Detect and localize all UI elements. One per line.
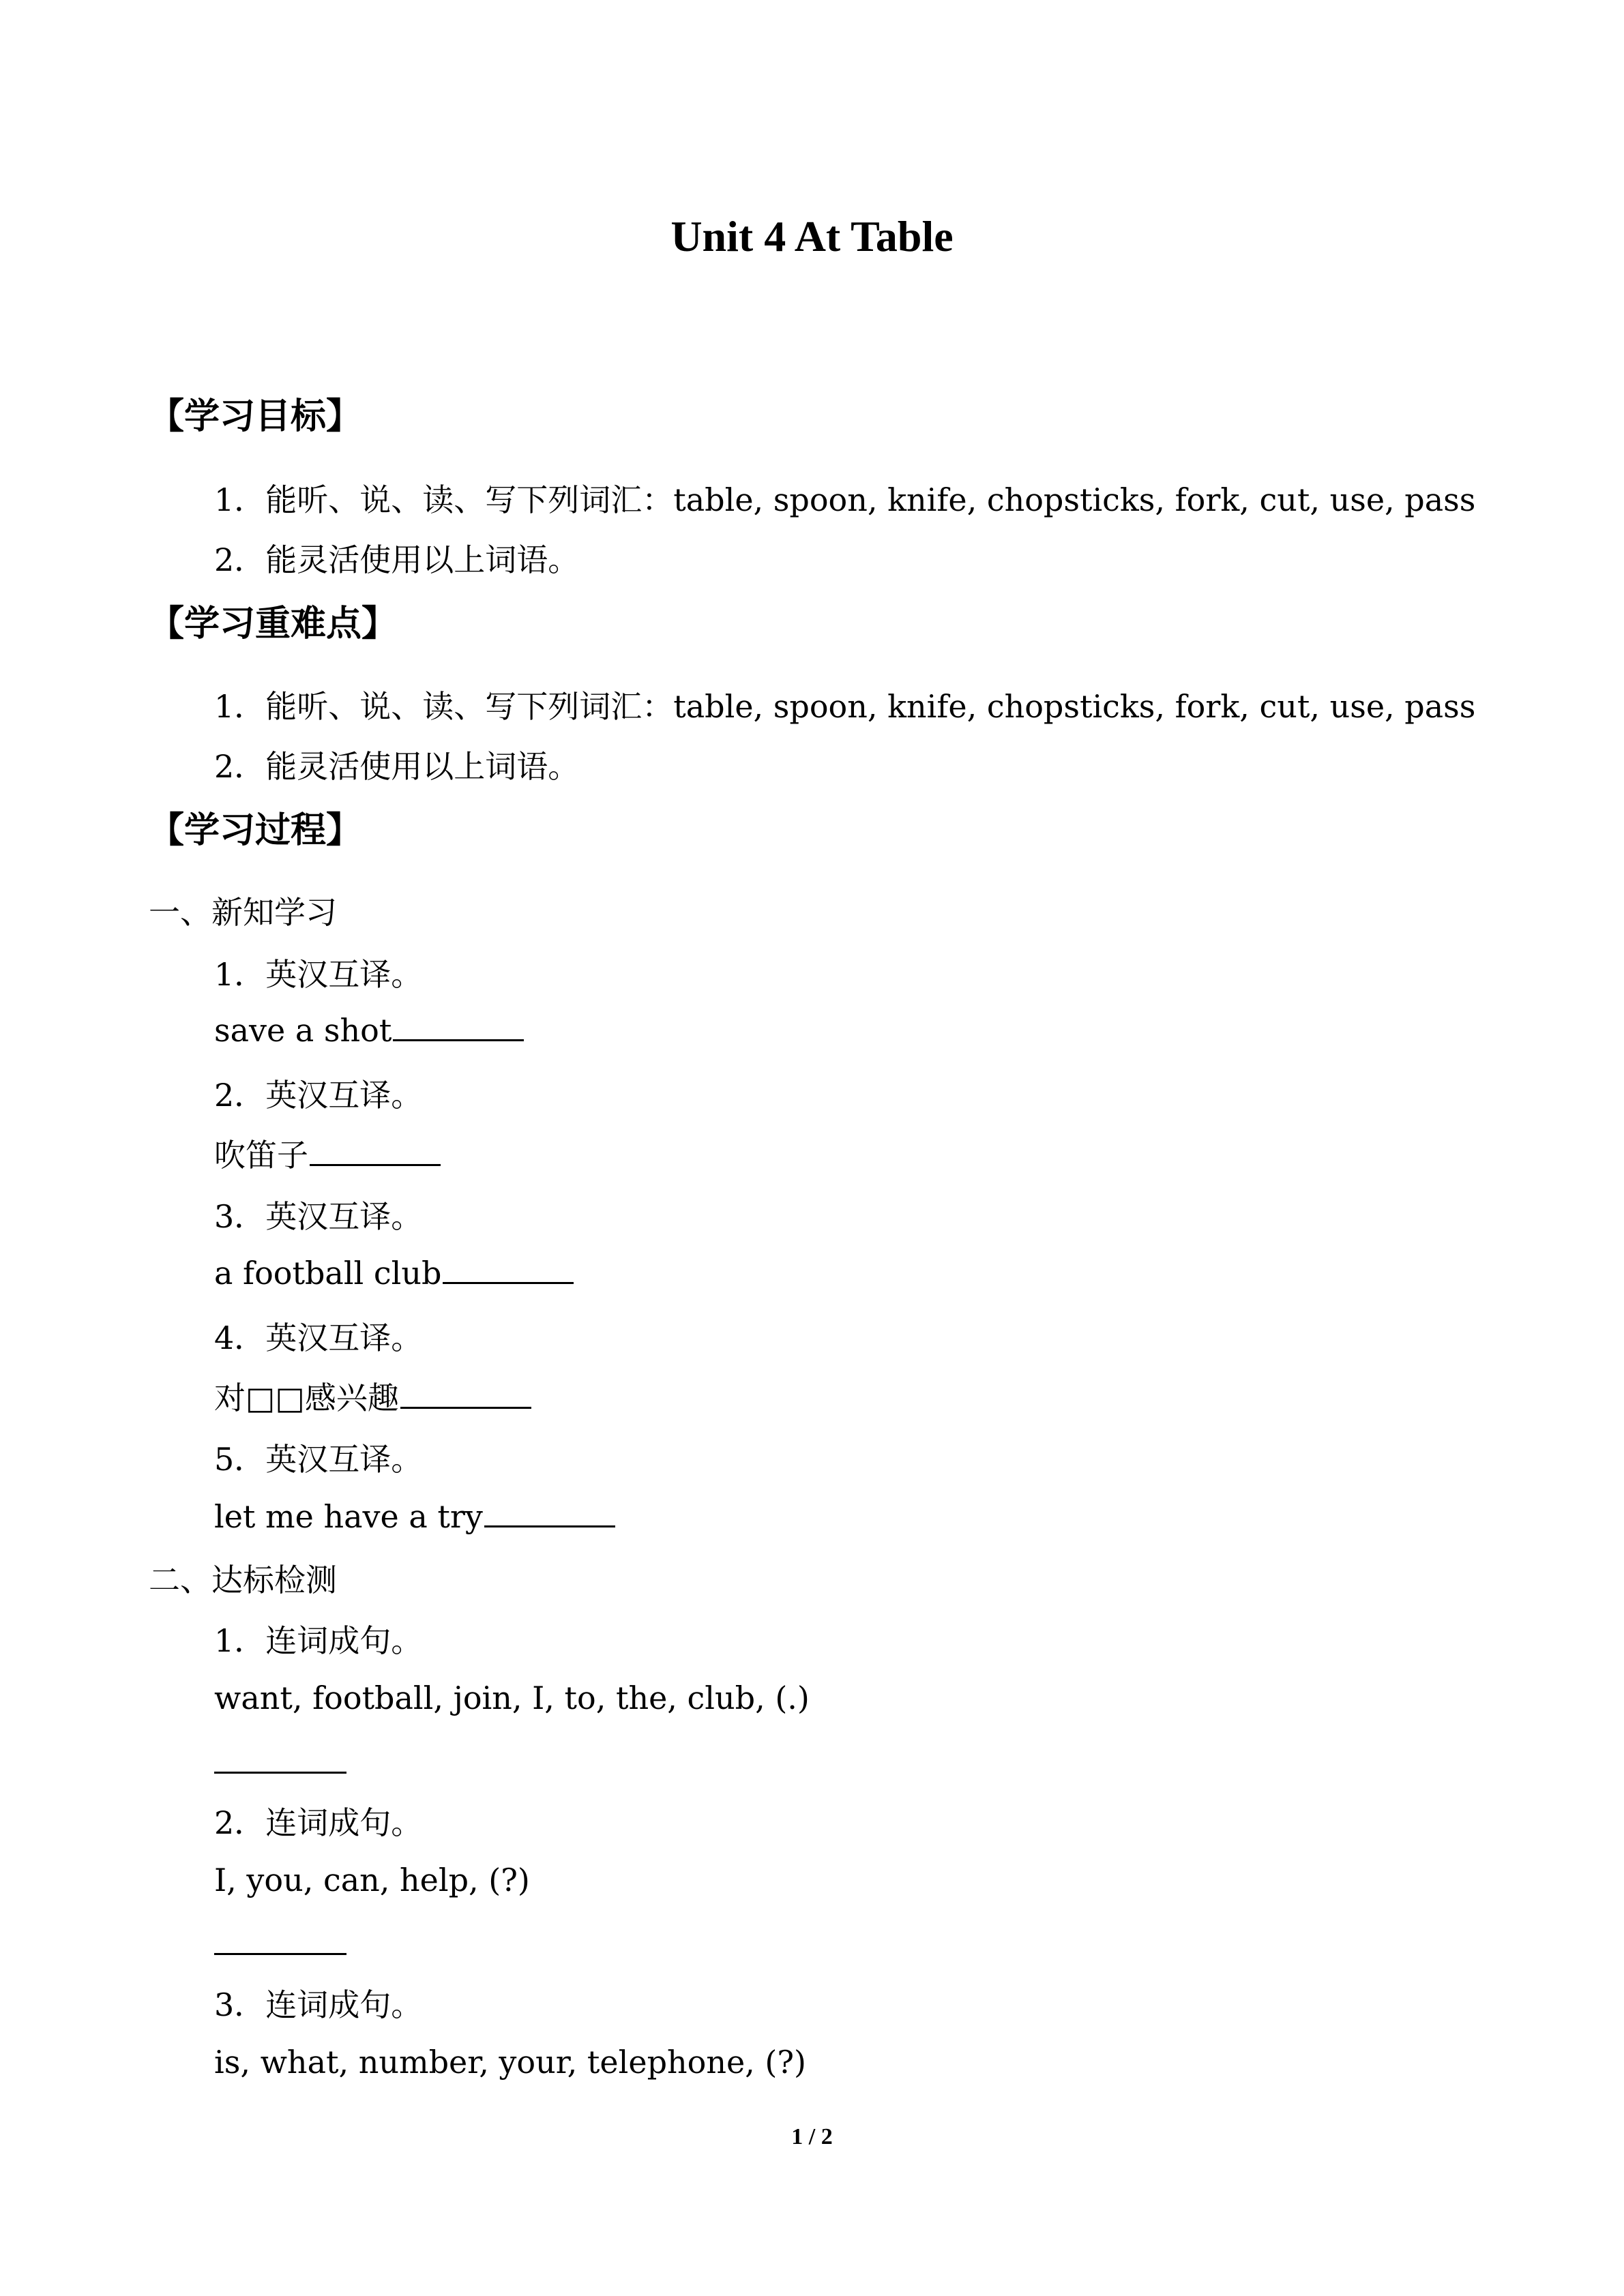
key-points-item-1: 1．能听、说、读、写下列词汇：table, spoon, knife, chopsticks, fork, cut, use, pass (214, 688, 1476, 725)
part2-q1-prompt: 1．连词成句。 (214, 1622, 423, 1659)
part2-title: 二、达标检测 (149, 1562, 337, 1598)
part1-q4-prompt: 4．英汉互译。 (214, 1320, 423, 1356)
part1-q3-text: a football club (214, 1255, 442, 1292)
section-heading-process: 【学习过程】 (149, 809, 362, 851)
part2-q3-prompt: 3．连词成句。 (214, 1986, 423, 2023)
part1-q3-line (214, 1255, 574, 1292)
answer-line (214, 1771, 346, 1774)
part1-q5-text: let me have a try (214, 1498, 483, 1535)
answer-blank (443, 1281, 574, 1284)
part1-q2-line (214, 1131, 441, 1176)
goals-item-2: 2．能灵活使用以上词语。 (214, 541, 580, 578)
answer-blank (310, 1163, 441, 1166)
part1-q4-text: 对□□感兴趣 (214, 1380, 399, 1416)
key-points-item-2: 2．能灵活使用以上词语。 (214, 748, 580, 785)
part1-q2-prompt: 2．英汉互译。 (214, 1077, 423, 1114)
part2-q1-text: want, football, join, I, to, the, club, (.) (214, 1680, 810, 1716)
answer-blank (400, 1406, 531, 1409)
part1-q5-line (214, 1498, 615, 1535)
section-heading-goals: 【学习目标】 (149, 396, 362, 437)
answer-blank (484, 1525, 615, 1527)
part1-q2-text: 吹笛子 (214, 1137, 308, 1174)
part1-q1-text: save a shot (214, 1012, 392, 1049)
section-heading-key-points: 【学习重难点】 (149, 603, 398, 644)
part1-q1-line (214, 1012, 524, 1049)
part1-q1-prompt: 1．英汉互译。 (214, 956, 423, 993)
document-title: Unit 4 At Table (670, 212, 954, 260)
answer-line (214, 1952, 346, 1955)
part1-q3-prompt: 3．英汉互译。 (214, 1198, 423, 1235)
part2-q2-prompt: 2．连词成句。 (214, 1804, 423, 1841)
part1-q5-prompt: 5．英汉互译。 (214, 1441, 423, 1478)
goals-item-1: 1．能听、说、读、写下列词汇：table, spoon, knife, chopsticks, fork, cut, use, pass (214, 481, 1476, 518)
page-number: 1 / 2 (791, 2124, 833, 2149)
answer-blank (393, 1039, 524, 1041)
part2-q2-text: I, you, can, help, (?) (214, 1862, 530, 1898)
part2-q3-text: is, what, number, your, telephone, (?) (214, 2044, 806, 2081)
part1-title: 一、新知学习 (149, 894, 337, 931)
part1-q4-line (214, 1373, 531, 1418)
